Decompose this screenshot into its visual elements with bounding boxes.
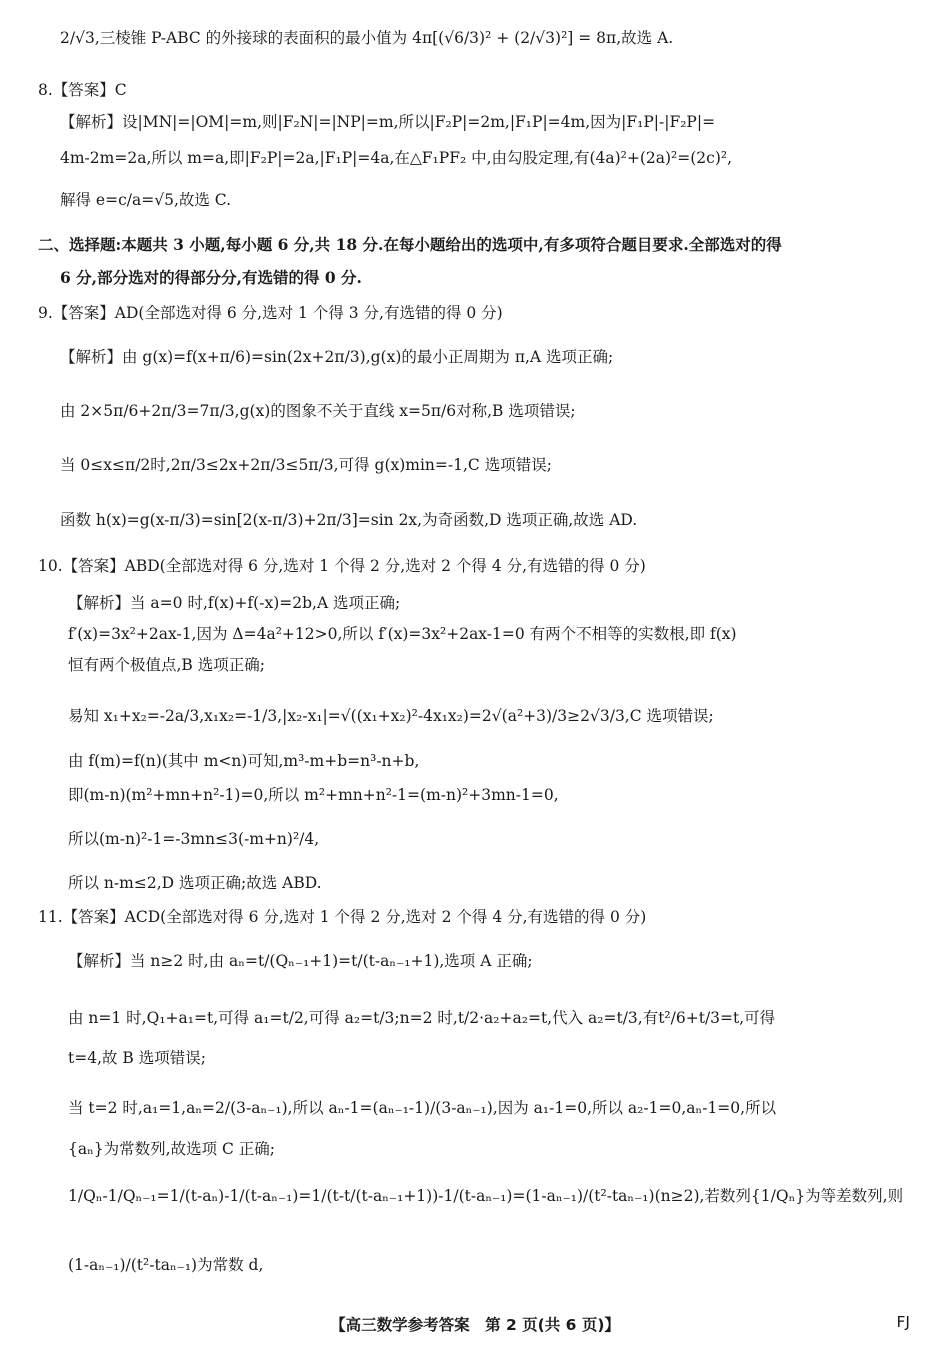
solution-line: 所以 n-m≤2,D 选项正确;故选 ABD. xyxy=(68,874,322,892)
solution-line: 函数 h(x)=g(x-π/3)=sin[2(x-π/3)+2π/3]=sin 2x,为奇函数,D 选项正确,故选 AD. xyxy=(60,511,638,529)
solution-line: 当 0≤x≤π/2时,2π/3≤2x+2π/3≤5π/3,可得 g(x)min=-1,C 选项错误; xyxy=(60,456,552,474)
solution-line: 由 2×5π/6+2π/3=7π/3,g(x)的图象不关于直线 x=5π/6对称,B 选项错误; xyxy=(60,402,576,420)
solution-line: 2/√3,三棱锥 P-ABC 的外接球的表面积的最小值为 4π[(√6/3)² + (2/√3)²] = 8π,故选 A. xyxy=(60,29,674,47)
page-footer xyxy=(0,1313,950,1337)
solution-line: 4m-2m=2a,所以 m=a,即|F₂P|=2a,|F₁P|=4a,在△F₁PF₂ 中,由勾股定理,有(4a)²+(2a)²=(2c)², xyxy=(60,149,733,167)
solution-line: 【解析】由 g(x)=f(x+π/6)=sin(2x+2π/3),g(x)的最小正周期为 π,A 选项正确; xyxy=(60,348,614,366)
solution-line: (1-aₙ₋₁)/(t²-taₙ₋₁)为常数 d, xyxy=(68,1256,264,1274)
answer-heading: 10.【答案】ABD(全部选对得 6 分,选对 1 个得 2 分,选对 2 个得 4 分,有选错的得 0 分) xyxy=(38,557,646,575)
solution-line: 易知 x₁+x₂=-2a/3,x₁x₂=-1/3,|x₂-x₁|=√((x₁+x₂)²-4x₁x₂)=2√(a²+3)/3≥2√3/3,C 选项错误; xyxy=(68,707,714,725)
solution-line: 由 f(m)=f(n)(其中 m<n)可知,m³-m+b=n³-n+b, xyxy=(68,752,420,770)
solution-line: 即(m-n)(m²+mn+n²-1)=0,所以 m²+mn+n²-1=(m-n)²+3mn-1=0, xyxy=(68,786,559,804)
solution-line: t=4,故 B 选项错误; xyxy=(68,1049,206,1067)
solution-line: 由 n=1 时,Q₁+a₁=t,可得 a₁=t/2,可得 a₂=t/3;n=2 时,t/2·a₂+a₂=t,代入 a₂=t/3,有t²/6+t/3=t,可得 xyxy=(68,1009,776,1027)
solution-line: 恒有两个极值点,B 选项正确; xyxy=(68,656,265,674)
answer-heading: 11.【答案】ACD(全部选对得 6 分,选对 1 个得 2 分,选对 2 个得 4 分,有选错的得 0 分) xyxy=(38,908,647,926)
section-heading: 二、选择题:本题共 3 小题,每小题 6 分,共 18 分.在每小题给出的选项中,有多项符合题目要求.全部选对的得 xyxy=(38,235,782,254)
section-heading: 6 分,部分选对的得部分分,有选错的得 0 分. xyxy=(60,268,362,287)
solution-line: 【解析】当 n≥2 时,由 aₙ=t/(Qₙ₋₁+1)=t/(t-aₙ₋₁+1),选项 A 正确; xyxy=(68,952,533,970)
footer-title: 【高三数学参考答案 第 2 页(共 6 页)】 xyxy=(330,1316,620,1334)
solution-line: 【解析】设|MN|=|OM|=m,则|F₂N|=|NP|=m,所以|F₂P|=2m,|F₁P|=4m,因为|F₁P|-|F₂P|= xyxy=(60,113,716,131)
solution-line: f′(x)=3x²+2ax-1,因为 Δ=4a²+12>0,所以 f′(x)=3x²+2ax-1=0 有两个不相等的实数根,即 f(x) xyxy=(68,625,737,643)
footer-code: FJ xyxy=(896,1313,910,1331)
answer-heading: 9.【答案】AD(全部选对得 6 分,选对 1 个得 3 分,有选错的得 0 分) xyxy=(38,304,503,322)
solution-line: 【解析】当 a=0 时,f(x)+f(-x)=2b,A 选项正确; xyxy=(68,594,401,612)
answer-heading: 8.【答案】C xyxy=(38,81,127,99)
solution-line: 当 t=2 时,a₁=1,aₙ=2/(3-aₙ₋₁),所以 aₙ-1=(aₙ₋₁-1)/(3-aₙ₋₁),因为 a₁-1=0,所以 a₂-1=0,aₙ-1=0,所以 xyxy=(68,1099,777,1117)
solution-line: 1/Qₙ-1/Qₙ₋₁=1/(t-aₙ)-1/(t-aₙ₋₁)=1/(t-t/(t-aₙ₋₁+1))-1/(t-aₙ₋₁)=(1-aₙ₋₁)/(t²-taₙ₋₁)(n≥2),若数列{1/Qₙ}为等差数列,则 xyxy=(68,1187,904,1205)
solution-line: 解得 e=c/a=√5,故选 C. xyxy=(60,191,232,209)
solution-line: 所以(m-n)²-1=-3mn≤3(-m+n)²/4, xyxy=(68,830,320,848)
solution-line: {aₙ}为常数列,故选项 C 正确; xyxy=(68,1140,276,1158)
